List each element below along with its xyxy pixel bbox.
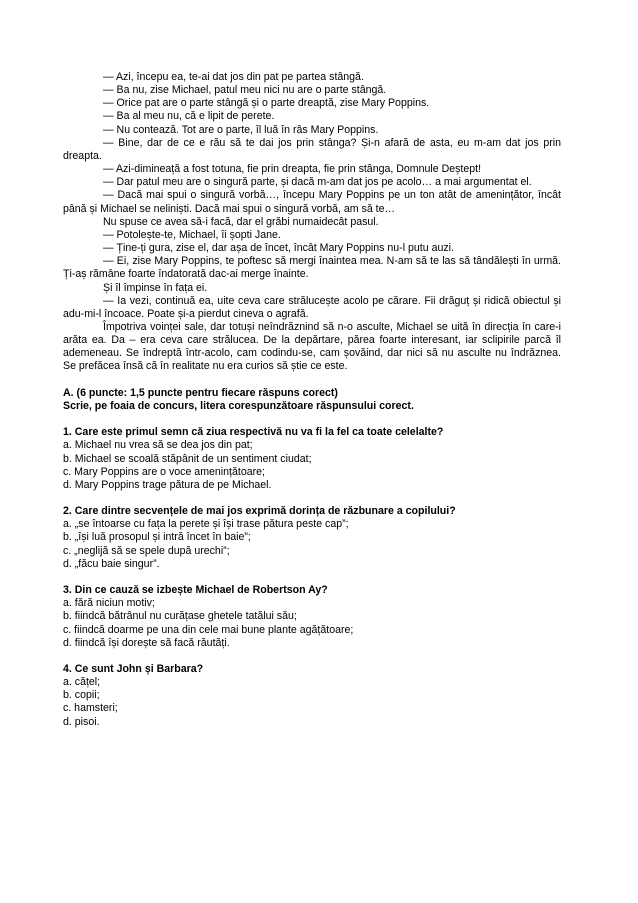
story-paragraph: — Ia vezi, continuă ea, uite ceva care strălucește acolo pe cărare. Fii drăguț și ridică obiectul și adu-mi-l încoace. Poate și-a pierdut cineva o agrafă.	[63, 294, 561, 320]
story-paragraph: Nu spuse ce avea să-i facă, dar el grăbi numaidecât pasul.	[103, 215, 379, 228]
story-paragraph: — Azi-dimineață a fost totuna, fie prin dreapta, fie prin stânga, Domnule Deștept!	[103, 163, 482, 176]
answer-option: a. cățel;	[63, 676, 101, 689]
question-text: 3. Din ce cauză se izbește Michael de Robertson Ay?	[63, 584, 328, 597]
answer-option: c. Mary Poppins are o voce amenințătoare;	[63, 465, 265, 478]
answer-option: d. fiindcă își dorește să facă răutăți.	[63, 636, 230, 649]
question-text: 2. Care dintre secvențele de mai jos exprimă dorința de răzbunare a copilului?	[63, 505, 456, 518]
document-page	[63, 71, 561, 729]
question-text: 4. Ce sunt John și Barbara?	[63, 662, 204, 675]
answer-option: a. fără niciun motiv;	[63, 597, 155, 610]
story-paragraph: — Ba nu, zise Michael, patul meu nici nu are o parte stângă.	[103, 84, 387, 97]
story-paragraph: — Ei, zise Mary Poppins, te poftesc să mergi înaintea mea. N-am să te las să tândălești în urmă. Ți-aș rămâne foarte îndatorată dac-ai merge înainte.	[63, 255, 561, 281]
story-paragraph: Împotriva voinței sale, dar totuși neîndrăznind să n-o asculte, Michael se uită în direcția în care-i arăta ea. Da – era ceva care strălucea. De la depărtare, părea foarte interesant, iar sclipirile parcă îl ademeneau. Se îndreptă într-acolo, cam codindu-se, cam șovăind, dar nici să nu asculte nu îndrăznea. Se prefăcea însă că în realitate nu era curios să știe ce este.	[63, 320, 561, 373]
section-title: A. (6 puncte: 1,5 puncte pentru fiecare răspuns corect)	[63, 386, 338, 399]
answer-option: d. „făcu baie singur”.	[63, 557, 160, 570]
story-paragraph: — Potolește-te, Michael, îi șopti Jane.	[103, 228, 281, 241]
spacer	[63, 492, 561, 505]
answer-option: c. hamsteri;	[63, 702, 118, 715]
story-paragraph: — Bine, dar de ce e rău să te dai jos prin stânga? Și-n afară de asta, eu m-am dat jos prin dreapta.	[63, 136, 561, 162]
spacer	[63, 374, 561, 387]
spacer	[63, 650, 561, 663]
spacer	[63, 413, 561, 426]
story-paragraph: — Dar patul meu are o singură parte, și dacă m-am dat jos pe acolo… a mai argumentat el.	[103, 176, 532, 189]
story-paragraph: Și îl împinse în fața ei.	[103, 281, 208, 294]
story-paragraph: — Ba al meu nu, că e lipit de perete.	[103, 110, 275, 123]
story-paragraph: — Orice pat are o parte stângă și o parte dreaptă, zise Mary Poppins.	[103, 97, 430, 110]
answer-option: a. „se întoarse cu fața la perete și își trase pătura peste cap”;	[63, 518, 349, 531]
answer-option: d. Mary Poppins trage pătura de pe Michael.	[63, 478, 272, 491]
spacer	[63, 571, 561, 584]
story-paragraph: — Dacă mai spui o singură vorbă…, începu Mary Poppins pe un ton atât de amenințător, încât până și Michael se neliniști. Dacă mai spui o singură vorbă, am să te…	[63, 189, 561, 215]
answer-option: c. fiindcă doarme pe una din cele mai bune plante agățătoare;	[63, 623, 354, 636]
story-paragraph: — Ține-ți gura, zise el, dar așa de încet, încât Mary Poppins nu-l putu auzi.	[103, 242, 454, 255]
answer-option: a. Michael nu vrea să se dea jos din pat;	[63, 439, 253, 452]
section-instruction: Scrie, pe foaia de concurs, litera corespunzătoare răspunsului corect.	[63, 399, 414, 412]
story-paragraph: — Azi, începu ea, te-ai dat jos din pat pe partea stângă.	[103, 71, 364, 83]
answer-option: b. fiindcă bătrânul nu curățase ghetele tatălui său;	[63, 610, 297, 623]
story-paragraph: — Nu contează. Tot are o parte, îl luă în râs Mary Poppins.	[103, 123, 379, 136]
answer-option: b. „își luă prosopul și intră încet în baie”;	[63, 531, 251, 544]
answer-option: d. pisoi.	[63, 715, 100, 728]
answer-option: b. Michael se scoală stăpânit de un sentiment ciudat;	[63, 452, 312, 465]
question-text: 1. Care este primul semn că ziua respectivă nu va fi la fel ca toate celelalte?	[63, 426, 444, 439]
answer-option: b. copii;	[63, 689, 100, 702]
answer-option: c. „neglijă să se spele după urechi”;	[63, 544, 230, 557]
